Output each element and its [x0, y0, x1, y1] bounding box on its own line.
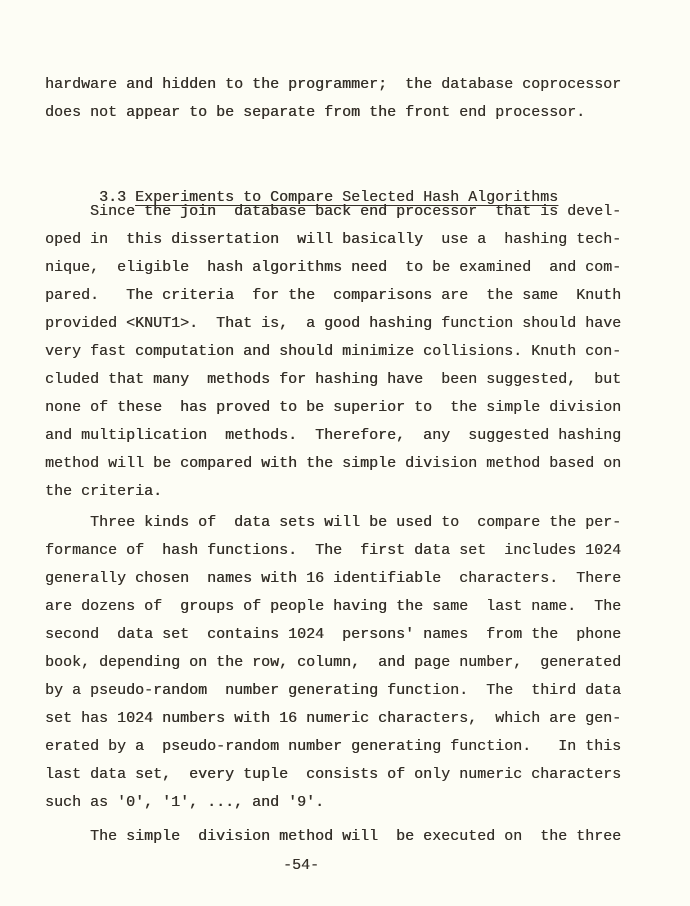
text-line: pared. The criteria for the comparisons are the same Knuth: [45, 287, 622, 304]
paragraph-hash-criteria: [45, 198, 645, 506]
text-line: provided <KNUT1>. That is, a good hashing function should have: [45, 315, 622, 332]
text-line: Since the join database back end processor that is devel-: [45, 203, 622, 220]
section-heading: [45, 156, 645, 206]
text-line: last data set, every tuple consists of only numeric characters: [45, 766, 622, 783]
text-line: Three kinds of data sets will be used to compare the per-: [45, 514, 622, 531]
text-line: oped in this dissertation will basically use a hashing tech-: [45, 231, 622, 248]
text-line: the criteria.: [45, 483, 163, 500]
text-line: book, depending on the row, column, and page number, generated: [45, 654, 622, 671]
text-line: and multiplication methods. Therefore, any suggested hashing: [45, 427, 622, 444]
paragraph-simple-division: [45, 823, 645, 851]
intro-paragraph: [45, 71, 645, 127]
section-number: 3.3: [99, 189, 136, 206]
page-content: [45, 71, 645, 851]
text-line: The simple division method will be executed on the three: [45, 828, 622, 845]
text-line: cluded that many methods for hashing have been suggested, but: [45, 371, 622, 388]
text-line: very fast computation and should minimize collisions. Knuth con-: [45, 343, 622, 360]
text-line: by a pseudo-random number generating function. The third data: [45, 682, 622, 699]
text-line: none of these has proved to be superior to the simple division: [45, 399, 622, 416]
text-line: does not appear to be separate from the front end processor.: [45, 104, 586, 121]
text-line: second data set contains 1024 persons' names from the phone: [45, 626, 622, 643]
text-line: nique, eligible hash algorithms need to be examined and com-: [45, 259, 622, 276]
text-line: set has 1024 numbers with 16 numeric characters, which are gen-: [45, 710, 622, 727]
text-line: are dozens of groups of people having the same last name. The: [45, 598, 622, 615]
text-line: hardware and hidden to the programmer; the database coprocessor: [45, 76, 622, 93]
section-title: Experiments to Compare Selected Hash Algorithms: [135, 189, 559, 206]
text-line: erated by a pseudo-random number generating function. In this: [45, 738, 622, 755]
text-line: formance of hash functions. The first data set includes 1024: [45, 542, 622, 559]
paragraph-data-sets: [45, 509, 645, 817]
page-number: -54-: [283, 857, 320, 874]
text-line: generally chosen names with 16 identifiable characters. There: [45, 570, 622, 587]
text-line: method will be compared with the simple division method based on: [45, 455, 622, 472]
text-line: such as '0', '1', ..., and '9'.: [45, 794, 325, 811]
